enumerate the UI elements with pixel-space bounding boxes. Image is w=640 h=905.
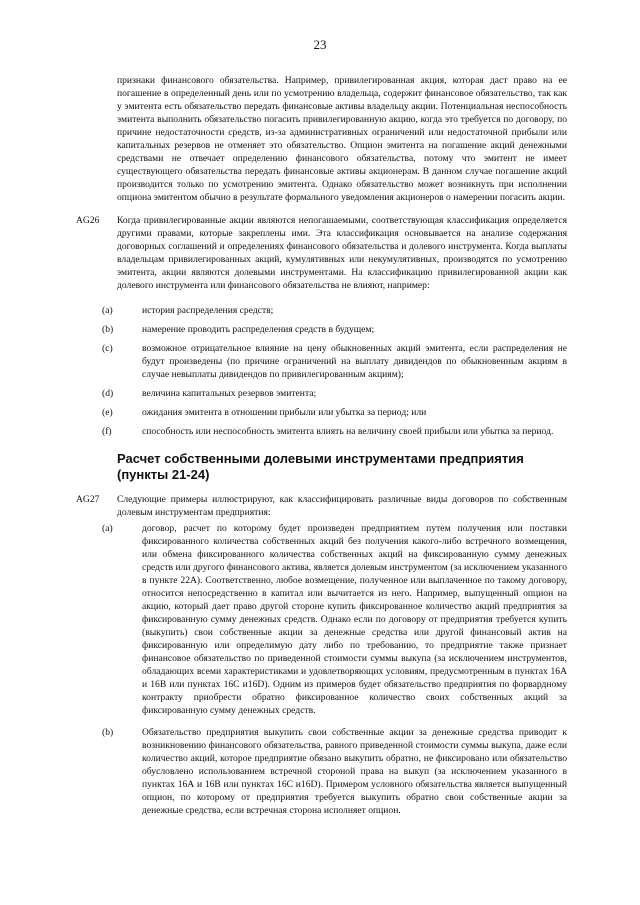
list-letter: (b) — [102, 727, 114, 738]
ag27-list — [102, 522, 567, 826]
paragraph-text: Следующие примеры иллюстрируют, как классифицировать различные виды договоров по собственным долевым инструментам предприятия: — [117, 494, 567, 518]
list-letter: (a) — [102, 523, 113, 534]
paragraph-ag27 — [76, 493, 567, 519]
list-item — [102, 406, 567, 419]
list-item — [102, 425, 567, 438]
list-text: ожидания эмитента в отношении прибыли или убытка за период; или — [142, 407, 427, 418]
list-item — [102, 522, 567, 717]
list-item — [102, 726, 567, 817]
list-letter: (e) — [102, 407, 113, 418]
list-text: способность или неспособность эмитента влиять на величину своей прибыли или убытка за период. — [142, 426, 554, 437]
list-text: договор, расчет по которому будет произведен предприятием путем получения или поставки фиксированного количества собственных акций без получения какого-либо встречного возмещения, или обмена фиксированного количества собственных акций на фиксированную сумму денежных средств или другого финансового актива, является долевым инструментом (за исключением указанного в пункте 22А). Соответственно, любое возмещение, полученное или выплаченное по такому договору, относится непосредственно в капитал или вычитается из него. Например, выпущенный опцион на акцию, который дает право другой стороне купить фиксированное количество акций предприятия за фиксированную сумму денежных средств. Однако если по договору от предприятия требуется купить (выкупить) свои собственные акции за денежные средства или другой финансовый актив на фиксированную или определимую дату либо по требованию, то предприятие также признает финансовое обязательство по приведенной стоимости суммы выкупа (за исключением инструментов, обладающих всеми характеристиками и удовлетворяющих условиям, предусмотренным в пунктах 16А и 16В или пунктах 16С и16D). Одним из примеров будет обязательство предприятия по форвардному контракту приобрести обратно фиксированное количество своих собственных акций за фиксированную сумму денежных средств. — [142, 523, 567, 716]
list-text: история распределения средств; — [142, 305, 274, 316]
list-text: возможное отрицательное влияние на цену обыкновенных акций эмитента, если распределения не будут произведены (по причине ограничений на выплату дивидендов по обыкновенным акциям в случае невыплаты дивидендов по привилегированным акциям); — [142, 343, 567, 380]
list-text: величина капитальных резервов эмитента; — [142, 388, 317, 399]
ag26-list — [102, 304, 567, 444]
list-item — [102, 342, 567, 381]
paragraph-text: Когда привилегированные акции являются непогашаемыми, соответствующая классификация определяется другими правами, которые закреплены ими. Эта классификация основывается на анализе содержания договорных соглашений и определениях финансового обязательства и долевого инструмента. Когда выплаты владельцам привилегированных акций, кумулятивных или некумулятивных, производятся по усмотрению эмитента, акции являются долевыми инструментами. На классификацию привилегированной акции как долевого инструмента или финансового обязательства не влияют, например: — [117, 215, 567, 291]
paragraph-code: AG27 — [76, 494, 100, 505]
list-letter: (f) — [102, 426, 112, 437]
list-item — [102, 387, 567, 400]
list-item — [102, 323, 567, 336]
page-number: 23 — [313, 37, 327, 52]
section-heading: Расчет собственными долевыми инструментами предприятия (пункты 21-24) — [117, 451, 524, 482]
paragraph-code: AG26 — [76, 215, 100, 226]
list-letter: (c) — [102, 343, 113, 354]
paragraph-ag26 — [76, 214, 567, 292]
list-letter: (d) — [102, 388, 114, 399]
list-letter: (a) — [102, 305, 113, 316]
intro-paragraph: признаки финансового обязательства. Например, привилегированная акция, которая даст право на ее погашение в определенный день или по усмотрению владельца, содержит финансовое обязательство, так как у эмитента есть обязательство передать финансовые активы владельцу акции. Потенциальная неспособность эмитента выполнить обязательство погасить привилегированную акцию, когда это требуется по договору, по причине недостаточности средств, из-за административных ограничений или недостаточной прибыли или капитальных резервов не отменяет это обязательство. Опцион эмитента на погашение акций денежными средствами не отвечает определению финансового обязательства, потому что эмитент не имеет существующего обязательства передать финансовые активы акционерам. В данном случае погашение акций производится только по усмотрению эмитента. Однако обязательство может возникнуть при исполнении опциона эмитентом обычно в результате формального уведомления акционеров о намерении погасить акции. — [117, 75, 567, 203]
list-text: Обязательство предприятия выкупить свои собственные акции за денежные средства приводит к возникновению финансового обязательства, равного приведенной стоимости суммы выкупа, даже если количество акций, которое предприятие обязано выкупить обратно, не фиксировано или обязательство обусловлено использованием встречной стороной права на выкуп (за исключением указанного в пунктах 16А и 16В или пунктах 16С и16D). Примером условного обязательства является выпущенный опцион, по которому от предприятия требуется выкупить обратно свои собственные акции за денежные средства, если встречная сторона исполняет опцион. — [142, 727, 567, 816]
list-text: намерение проводить распределения средств в будущем; — [142, 324, 375, 335]
list-letter: (b) — [102, 324, 114, 335]
list-item — [102, 304, 567, 317]
